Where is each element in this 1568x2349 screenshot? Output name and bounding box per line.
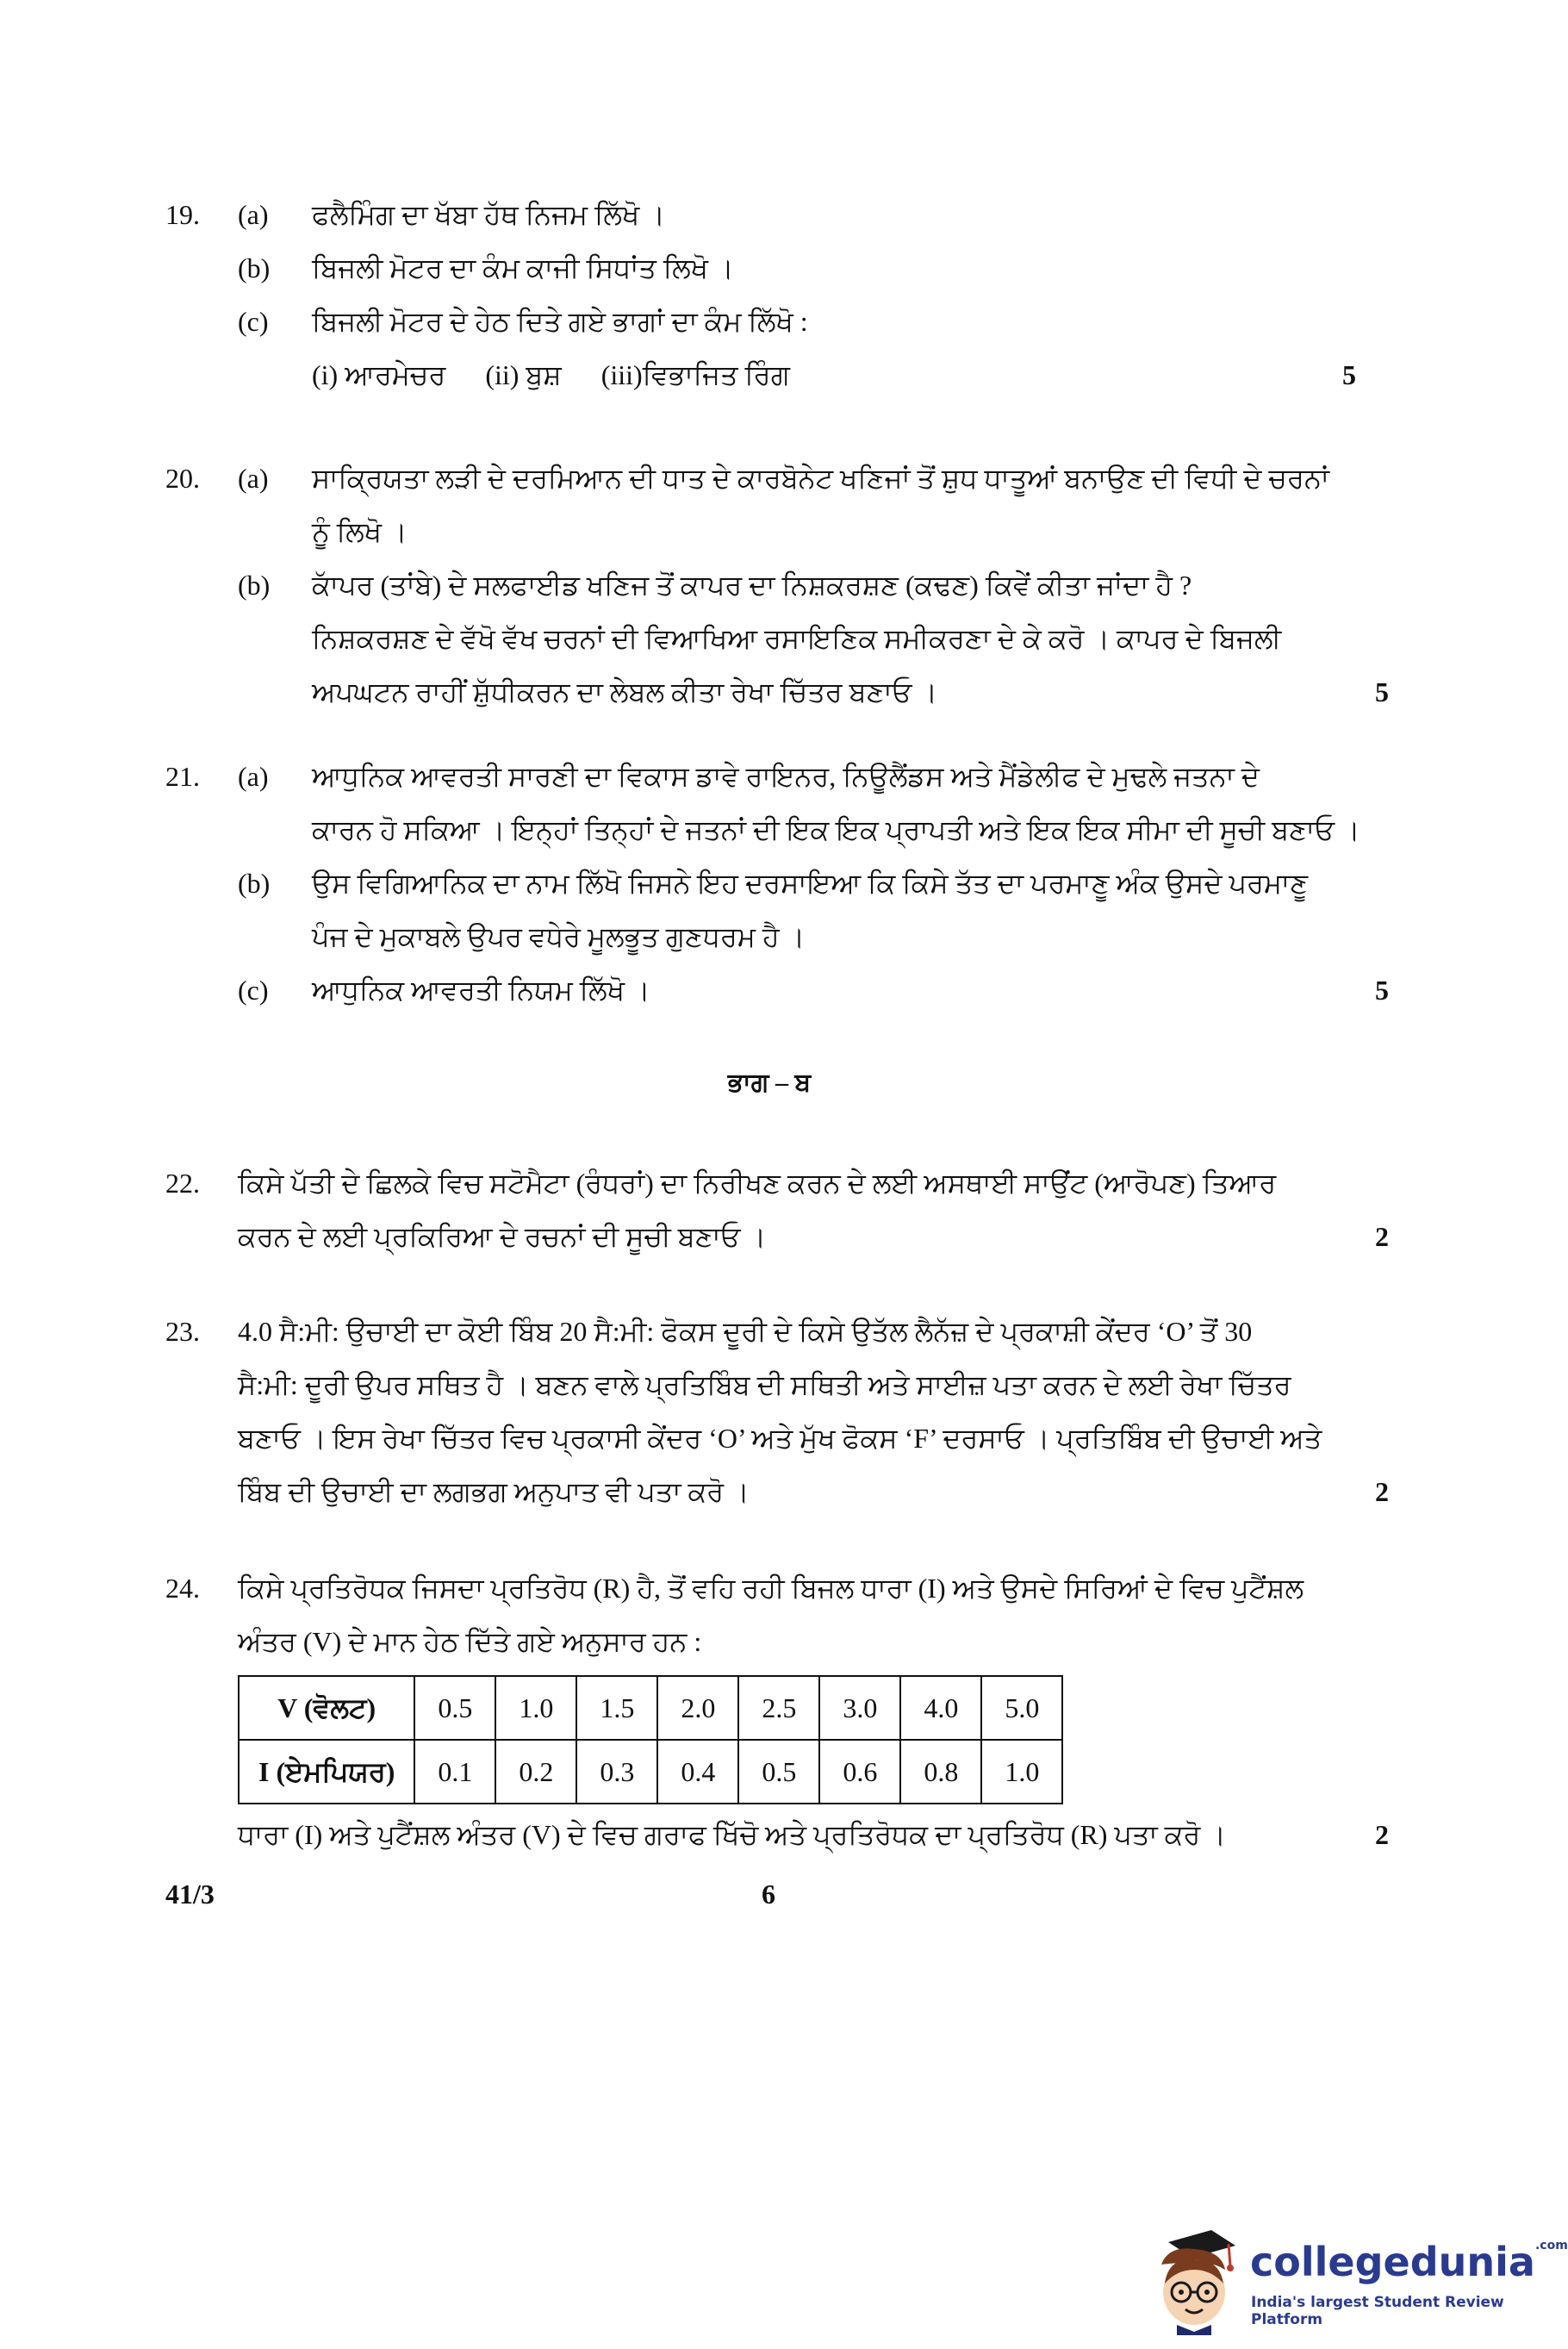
mascot-icon: [1142, 2223, 1246, 2335]
subpart-label: (a): [238, 199, 269, 230]
question-text: ਉਸ ਵਿਗਿਆਨਿਕ ਦਾ ਨਾਮ ਲਿੱਖੋ ਜਿਸਨੇ ਇਹ ਦਰਸਾਇਆ ਕਿ ਕਿਸੇ ਤੱਤ ਦਾ ਪਰਮਾਣੂ ਅੰਕ ਉਸਦੇ ਪਰਮਾਣੂ: [312, 868, 1309, 899]
logo-tagline: India's largest Student Review Platform: [1251, 2294, 1504, 2328]
question-text: ਬਿਜਲੀ ਮੋਟਰ ਦਾ ਕੰਮ ਕਾਜੀ ਸਿਧਾਂਤ ਲਿਖੋ ।: [312, 252, 734, 284]
voltage-current-table: [238, 1675, 1063, 1804]
row-header: I (ਏਮਪਿਯਰ): [239, 1740, 414, 1804]
option-text: (i) ਆਰਮੇਚਰ: [312, 359, 446, 390]
table-cell: 5.0: [981, 1676, 1062, 1740]
question-text: ਆਧੁਨਿਕ ਆਵਰਤੀ ਨਿਯਮ ਲਿੱਖੋ ।: [312, 975, 650, 1006]
question-21: [165, 750, 1389, 1017]
marks: 5: [1342, 359, 1356, 390]
logo-wordmark: collegedunia$^{.com}$: [1250, 2239, 1568, 2285]
question-text: ਨੂੰ ਲਿਖੋ ।: [312, 516, 408, 547]
subpart-label: (c): [238, 306, 269, 337]
question-number: 19.: [165, 199, 200, 230]
row-header: V (ਵੋਲਟ): [239, 1676, 414, 1740]
question-number: 22.: [165, 1168, 200, 1199]
question-number: 21.: [165, 761, 200, 792]
table-cell: 0.6: [819, 1740, 900, 1804]
table-cell: 1.0: [495, 1676, 576, 1740]
question-text: ਕਿਸੇ ਪੱਤੀ ਦੇ ਛਿਲਕੇ ਵਿਚ ਸਟੋਮੈਟਾ (ਰੰਧਰਾਂ) ਦਾ ਨਿਰੀਖਣ ਕਰਨ ਦੇ ਲਈ ਅਸਥਾਈ ਸਾਉਂਟ (ਆਰੋਪਣ) ਤਿਆਰ: [238, 1168, 1277, 1199]
table-cell: 2.0: [657, 1676, 738, 1740]
table-cell: 2.5: [738, 1676, 819, 1740]
question-text: ਬਿਜਲੀ ਮੋਟਰ ਦੇ ਹੇਠ ਦਿਤੇ ਗਏ ਭਾਗਾਂ ਦਾ ਕੰਮ ਲਿੱਖੋ :: [312, 306, 808, 337]
subpart-label: (c): [238, 975, 269, 1006]
question-22: [165, 1156, 1389, 1263]
table-row: [239, 1676, 1062, 1740]
collegedunia-logo[interactable]: [1142, 2223, 1568, 2335]
marks: 2: [1375, 1819, 1389, 1850]
marks: 5: [1375, 975, 1389, 1006]
question-20: [165, 452, 1389, 719]
option-text: (ii) ਬੁਸ਼: [485, 359, 562, 390]
question-text: ਧਾਰਾ (I) ਅਤੇ ਪੁਟੈਂਸ਼ਲ ਅੰਤਰ (V) ਦੇ ਵਿਚ ਗਰਾਫ ਖਿੱਚੋ ਅਤੇ ਪ੍ਰਤਿਰੋਧਕ ਦਾ ਪ੍ਰਤਿਰੋਧ (R) ਪਤਾ ਕਰੋ ।: [238, 1819, 1226, 1850]
table-cell: 0.4: [657, 1740, 738, 1804]
question-text: 4.0 ਸੈ:ਮੀ: ਉਚਾਈ ਦਾ ਕੋਈ ਬਿੰਬ 20 ਸੈ:ਮੀ: ਫੋਕਸ ਦੂਰੀ ਦੇ ਕਿਸੇ ਉਤੱਲ ਲੈਨੱਜ਼ ਦੇ ਪ੍ਰਕਾਸ਼ੀ ਕੇਂਦਰ ‘O’ ਤੋਂ 30: [238, 1316, 1253, 1347]
table-cell: 1.0: [981, 1740, 1062, 1804]
table-cell: 0.5: [414, 1676, 495, 1740]
subpart-label: (b): [238, 252, 271, 284]
marks: 5: [1375, 676, 1389, 707]
question-text: ਅਪਘਟਨ ਰਾਹੀਂ ਸ਼ੁੱਧੀਕਰਨ ਦਾ ਲੇਬਲ ਕੀਤਾ ਰੇਖਾ ਚਿੱਤਰ ਬਣਾਓ ।: [312, 676, 938, 707]
marks: 2: [1375, 1221, 1389, 1252]
subpart-label: (a): [238, 463, 269, 494]
question-text: ਕਾੱਪਰ (ਤਾਂਬੇ) ਦੇ ਸਲਫਾਈਡ ਖਣਿਜ ਤੋਂ ਕਾਪਰ ਦਾ ਨਿਸ਼ਕਰਸ਼ਣ (ਕਢਣ) ਕਿਵੇਂ ਕੀਤਾ ਜਾਂਦਾ ਹੈ ?: [312, 570, 1192, 601]
question-number: 23.: [165, 1316, 200, 1347]
question-24: [165, 1561, 1389, 1861]
question-text: ਕਰਨ ਦੇ ਲਈ ਪ੍ਰਕਿਰਿਆ ਦੇ ਰਚਨਾਂ ਦੀ ਸੂਚੀ ਬਣਾਓ ।: [238, 1221, 767, 1252]
question-text: ਸੈ:ਮੀ: ਦੂਰੀ ਉਪਰ ਸਥਿਤ ਹੈ । ਬਣਨ ਵਾਲੇ ਪ੍ਰਤਿਬਿੰਬ ਦੀ ਸਥਿਤੀ ਅਤੇ ਸਾਈਜ਼ ਪਤਾ ਕਰਨ ਦੇ ਲਈ ਰੇਖਾ ਚਿੱਤਰ: [238, 1369, 1291, 1400]
question-number: 24.: [165, 1573, 200, 1604]
question-text: ਕਿਸੇ ਪ੍ਰਤਿਰੋਧਕ ਜਿਸਦਾ ਪ੍ਰਤਿਰੋਧ (R) ਹੈ, ਤੋਂ ਵਹਿ ਰਹੀ ਬਿਜਲ ਧਾਰਾ (I) ਅਤੇ ਉਸਦੇ ਸਿਰਿਆਂ ਦੇ ਵਿਚ ਪੁਟੈਂਸ਼ਲ: [238, 1573, 1304, 1604]
question-text: ਫਲੈਮਿੰਗ ਦਾ ਖੱਬਾ ਹੱਥ ਨਿਜਮ ਲਿੱਖੋ ।: [312, 199, 665, 230]
section-heading: ਭਾਗ – ਬ: [727, 1069, 812, 1097]
table-cell: 0.1: [414, 1740, 495, 1804]
question-23: [165, 1305, 1389, 1518]
question-text: ਬਣਾਓ । ਇਸ ਰੇਖਾ ਚਿੱਤਰ ਵਿਚ ਪ੍ਰਕਾਸੀ ਕੇਂਦਰ ‘O’ ਅਤੇ ਮੁੱਖ ਫੋਕਸ ‘F’ ਦਰਸਾਓ । ਪ੍ਰਤਿਬਿੰਬ ਦੀ ਉਚਾਈ ਅਤੇ: [238, 1423, 1322, 1454]
table-cell: 0.8: [900, 1740, 981, 1804]
subpart-label: (b): [238, 570, 271, 601]
question-text: ਆਧੁਨਿਕ ਆਵਰਤੀ ਸਾਰਣੀ ਦਾ ਵਿਕਾਸ ਡਾਵੇ ਰਾਇਨਰ, ਨਿਊਲੈਂਡਸ ਅਤੇ ਮੈਂਡੇਲੀਫ ਦੇ ਮੁਢਲੇ ਜਤਨਾ ਦੇ: [312, 761, 1260, 792]
question-text: ਪੰਜ ਦੇ ਮੁਕਾਬਲੇ ਉਪਰ ਵਧੇਰੇ ਮੂਲਭੂਤ ਗੁਣਧਰਮ ਹੈ ।: [312, 921, 806, 952]
question-text: ਅੰਤਰ (V) ਦੇ ਮਾਨ ਹੇਠ ਦਿੱਤੇ ਗਏ ਅਨੁਸਾਰ ਹਨ :: [238, 1626, 702, 1657]
table-cell: 0.3: [576, 1740, 657, 1804]
question-text: ਕਾਰਨ ਹੋ ਸਕਿਆ । ਇਨ੍ਹਾਂ ਤਿਨ੍ਹਾਂ ਦੇ ਜਤਨਾਂ ਦੀ ਇਕ ਇਕ ਪ੍ਰਾਪਤੀ ਅਤੇ ਇਕ ਇਕ ਸੀਮਾ ਦੀ ਸੂਚੀ ਬਣਾਓ ।: [312, 814, 1360, 845]
question-text: ਸਾਕ੍ਰਿਯਤਾ ਲੜੀ ਦੇ ਦਰਮਿਆਨ ਦੀ ਧਾਤ ਦੇ ਕਾਰਬੋਨੇਟ ਖਣਿਜਾਂ ਤੋਂ ਸ਼ੁਧ ਧਾਤੂਆਂ ਬਨਾਉਣ ਦੀ ਵਿਧੀ ਦੇ ਚਰਨਾਂ: [312, 463, 1329, 494]
table-cell: 1.5: [576, 1676, 657, 1740]
table-row: [239, 1740, 1062, 1804]
table-cell: 0.5: [738, 1740, 819, 1804]
page-number: 6: [762, 1879, 775, 1910]
question-number: 20.: [165, 463, 200, 494]
table-cell: 0.2: [495, 1740, 576, 1804]
paper-code: 41/3: [165, 1879, 215, 1910]
subpart-label: (b): [238, 868, 271, 899]
marks: 2: [1375, 1476, 1389, 1507]
subpart-label: (a): [238, 761, 269, 792]
option-text: (iii)ਵਿਭਾਜਿਤ ਰਿੰਗ: [600, 359, 790, 390]
question-19: [165, 188, 1389, 402]
question-text: ਬਿੰਬ ਦੀ ਉਚਾਈ ਦਾ ਲਗਭਗ ਅਨੁਪਾਤ ਵੀ ਪਤਾ ਕਰੋ ।: [238, 1476, 750, 1507]
table-cell: 4.0: [900, 1676, 981, 1740]
table-cell: 3.0: [819, 1676, 900, 1740]
question-text: ਨਿਸ਼ਕਰਸ਼ਣ ਦੇ ਵੱਖੋ ਵੱਖ ਚਰਨਾਂ ਦੀ ਵਿਆਖਿਆ ਰਸਾਇਣਿਕ ਸਮੀਕਰਣਾ ਦੇ ਕੇ ਕਰੋ । ਕਾਪਰ ਦੇ ਬਿਜਲੀ: [312, 623, 1282, 654]
